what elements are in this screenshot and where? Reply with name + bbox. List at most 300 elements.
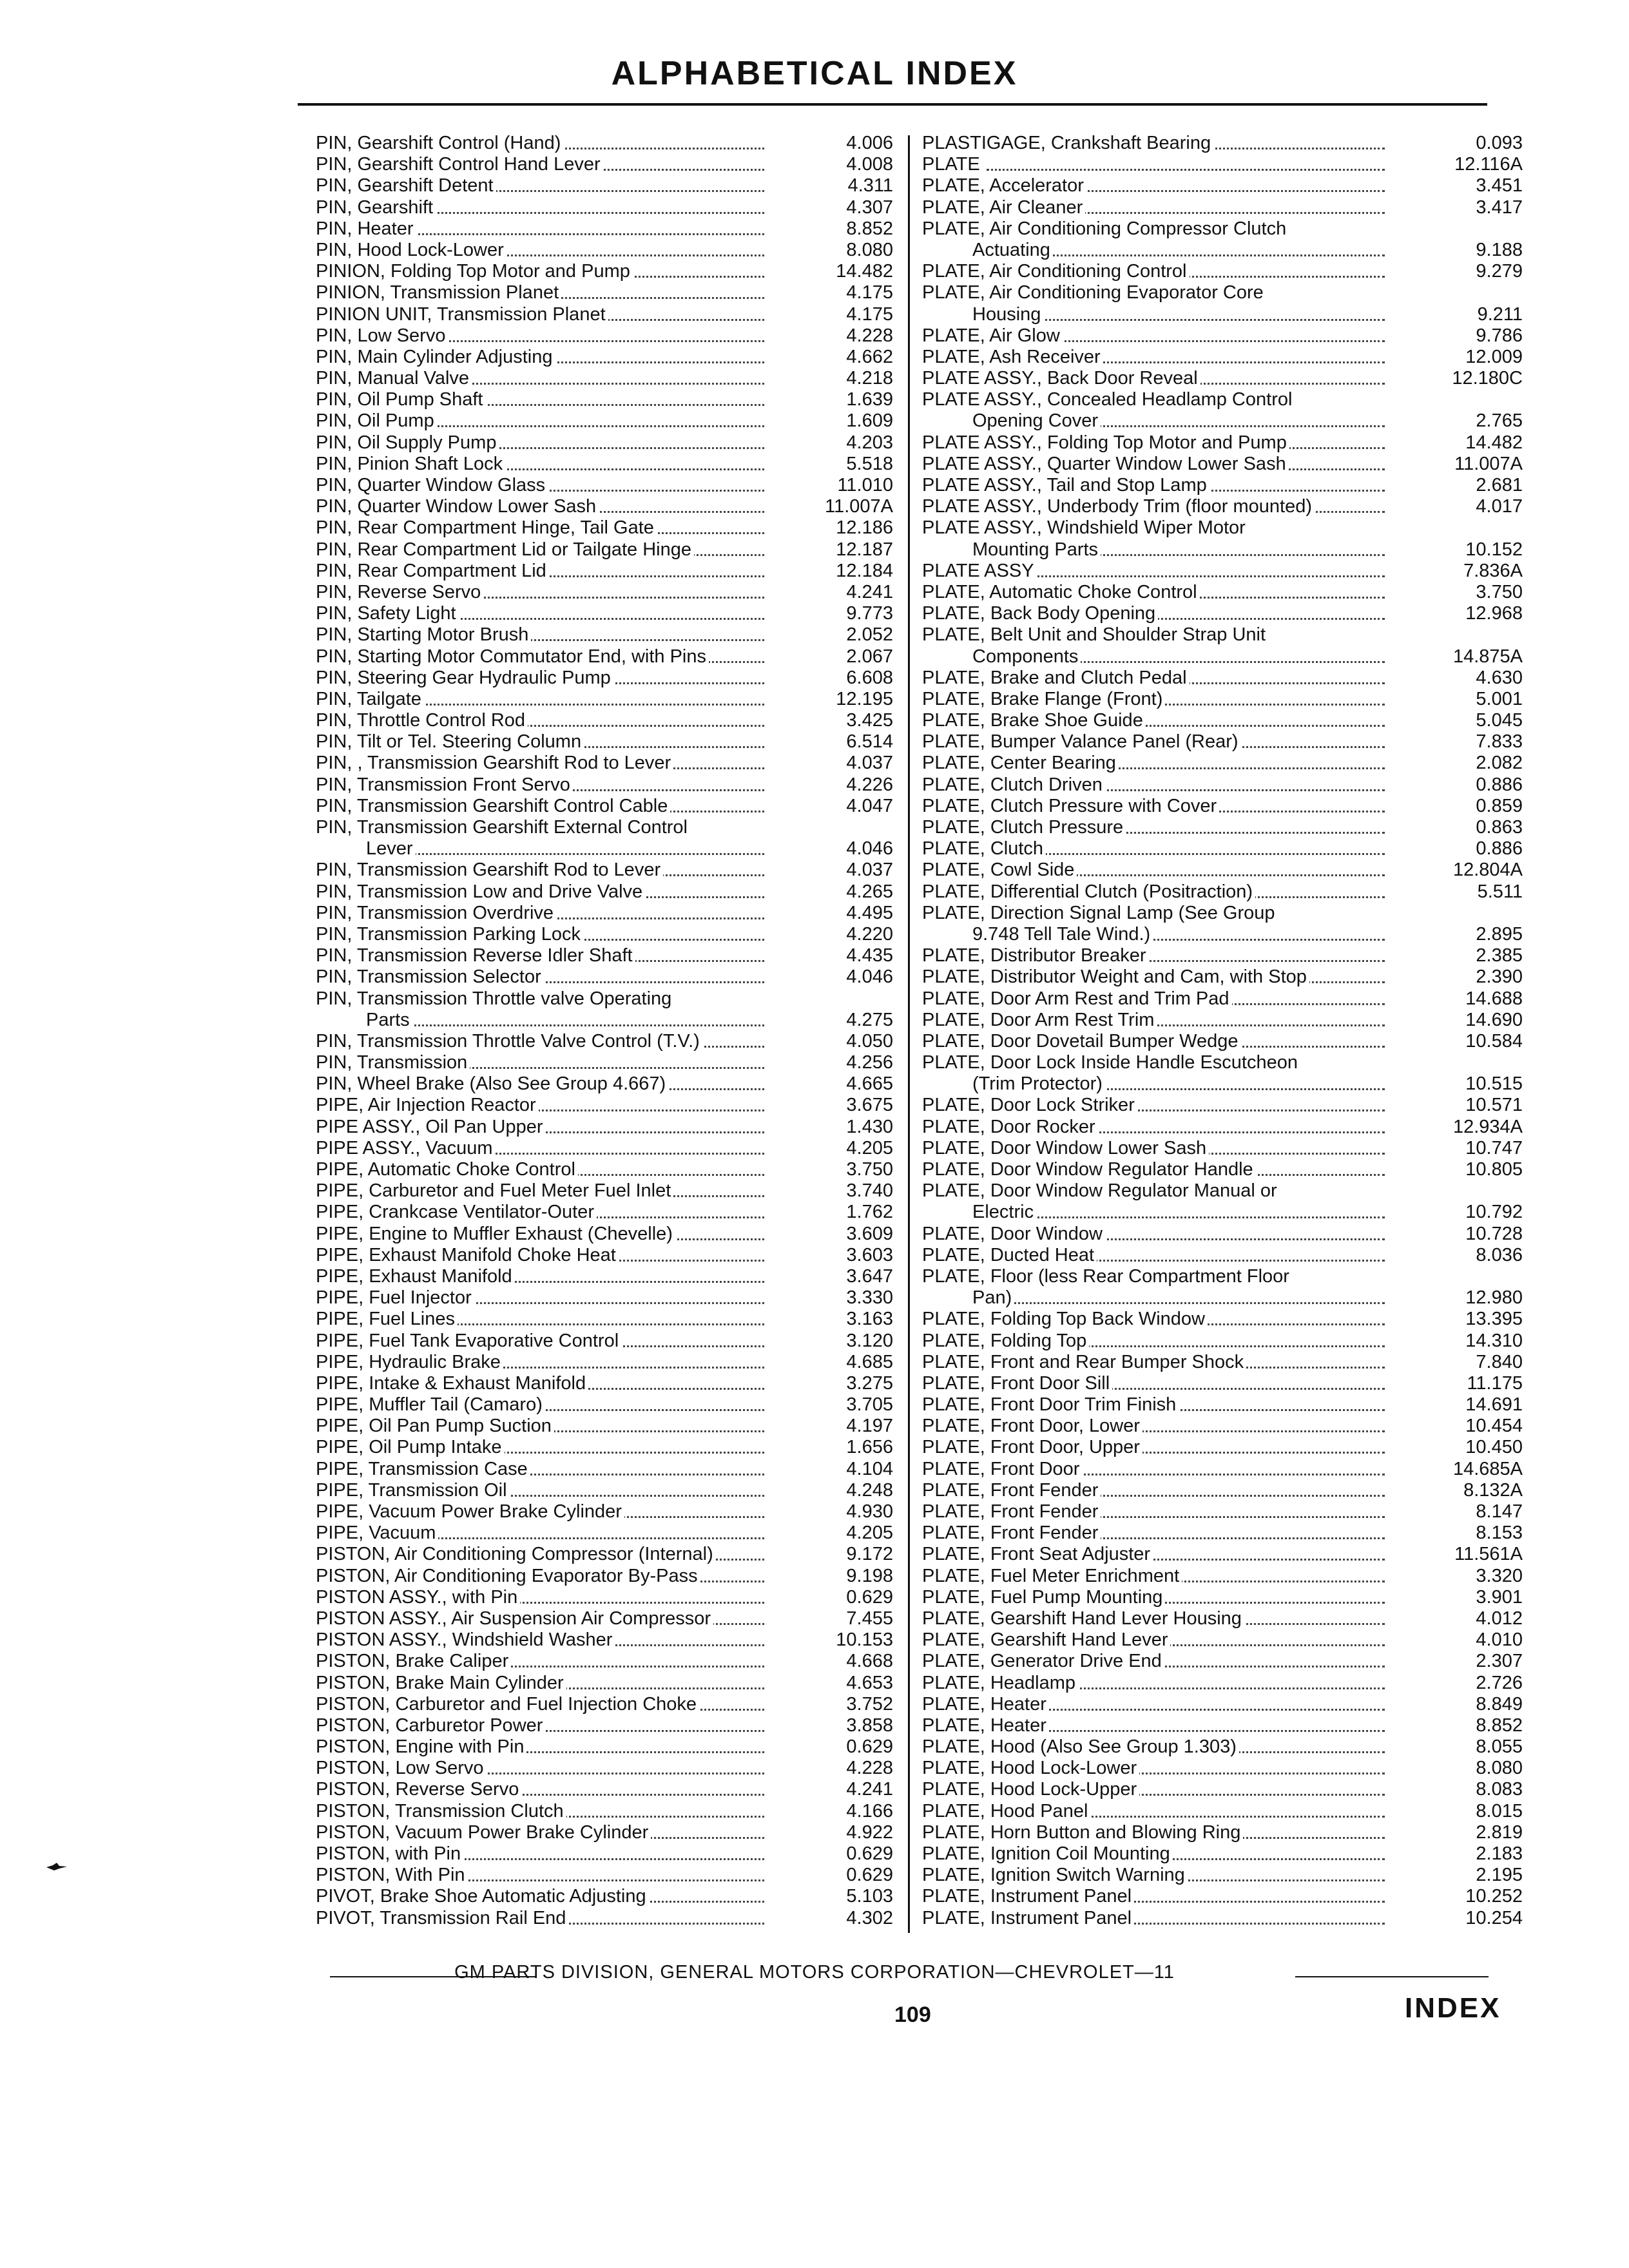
index-entry-term: PLATE, Door Rocker <box>922 1117 1098 1138</box>
index-entry <box>316 261 902 282</box>
index-entry-page: 4.685 <box>842 1352 893 1373</box>
index-entry-term: PIN, Tailgate <box>316 689 424 710</box>
index-entry-term: PLATE, Floor (less Rear Compartment Floor <box>922 1266 1292 1287</box>
index-entry-term: PIPE, Oil Pump Intake <box>316 1437 505 1458</box>
index-entry <box>316 218 902 240</box>
index-entry-page: 4.037 <box>842 860 893 881</box>
index-entry-page: 4.435 <box>842 945 893 966</box>
index-entry-term: PLATE, Center Bearing <box>922 753 1119 774</box>
index-entry <box>922 945 1523 966</box>
index-entry-term: PISTON, with Pin <box>316 1843 463 1865</box>
index-entry-term: PLATE, Brake Flange (Front) <box>922 689 1165 710</box>
index-entry-page: 9.188 <box>1472 240 1523 261</box>
index-entry-page: 4.922 <box>842 1822 893 1843</box>
index-entry-page: 4.662 <box>842 347 893 368</box>
index-entry-page: 3.163 <box>842 1309 893 1330</box>
index-entry-page: 0.859 <box>1472 796 1523 817</box>
index-entry-term: PIVOT, Brake Shoe Automatic Adjusting <box>316 1886 649 1907</box>
index-entry-page: 6.608 <box>842 668 893 689</box>
index-entry-page: 10.747 <box>1461 1138 1523 1159</box>
index-entry-term: PLATE, Clutch Pressure <box>922 817 1126 838</box>
index-entry-page: 2.819 <box>1472 1822 1523 1843</box>
index-entry-page: 8.015 <box>1472 1801 1523 1822</box>
index-entry-term: PIPE, Muffler Tail (Camaro) <box>316 1394 545 1416</box>
index-entry <box>316 1673 902 1694</box>
index-entry-term: PLATE, Ignition Switch Warning <box>922 1865 1188 1886</box>
index-column-right <box>922 133 1523 1929</box>
index-entry-term: PIN, Starting Motor Commutator End, with Pins <box>316 646 709 668</box>
index-entry-page: 8.147 <box>1472 1501 1523 1523</box>
index-entry-term: PLATE, Horn Button and Blowing Ring <box>922 1822 1243 1843</box>
index-entry-term: PIPE, Exhaust Manifold Choke Heat <box>316 1245 619 1266</box>
index-entry <box>316 1566 902 1587</box>
index-entry-page: 8.080 <box>842 240 893 261</box>
index-entry-term: PIPE, Crankcase Ventilator-Outer <box>316 1202 597 1223</box>
index-entry-page: 12.009 <box>1461 347 1523 368</box>
index-entry-term: Components <box>972 646 1081 668</box>
index-entry <box>316 1843 902 1865</box>
index-entry-term: PLATE ASSY., Quarter Window Lower Sash <box>922 454 1289 475</box>
index-entry-term: PIN, Transmission Gearshift Control Cable <box>316 796 670 817</box>
index-entry-page: 4.228 <box>842 1758 893 1779</box>
index-entry <box>922 1437 1523 1458</box>
index-entry-page: 8.849 <box>1472 1694 1523 1715</box>
index-entry <box>922 1180 1523 1202</box>
index-entry-term: PLATE, Air Conditioning Control <box>922 261 1190 282</box>
index-entry <box>922 539 1523 561</box>
index-entry <box>922 389 1523 410</box>
index-entry-term: PLATE, Direction Signal Lamp (See Group <box>922 903 1278 924</box>
index-entry <box>922 218 1523 240</box>
index-entry <box>922 175 1523 197</box>
index-entry-page: 12.195 <box>832 689 893 710</box>
index-entry-page: 4.241 <box>842 582 893 603</box>
index-entry <box>922 646 1523 668</box>
index-entry-term: PLATE, Front Door, Lower <box>922 1416 1142 1437</box>
index-entry <box>922 1523 1523 1544</box>
index-entry-page: 10.728 <box>1461 1224 1523 1245</box>
index-entry <box>316 1736 902 1758</box>
index-entry-page: 11.007A <box>1451 454 1523 475</box>
index-entry-term: PIN, Rear Compartment Lid <box>316 561 549 582</box>
index-entry <box>316 1287 902 1309</box>
index-entry-term: PLATE, Front Door Sill <box>922 1373 1112 1394</box>
index-entry-page: 4.046 <box>842 838 893 860</box>
index-entry-page: 10.252 <box>1461 1886 1523 1907</box>
index-entry <box>922 410 1523 432</box>
index-entry <box>316 175 902 197</box>
index-entry <box>316 432 902 454</box>
index-entry-page: 8.036 <box>1472 1245 1523 1266</box>
index-entry-term: PIN, Rear Compartment Hinge, Tail Gate <box>316 517 657 539</box>
index-entry-term: PLATE ASSY., Back Door Reveal <box>922 368 1200 389</box>
index-entry-term: PLATE, Automatic Choke Control <box>922 582 1200 603</box>
index-entry-term: PIPE, Vacuum <box>316 1523 438 1544</box>
index-entry-page: 11.561A <box>1451 1544 1523 1565</box>
index-entry <box>316 240 902 261</box>
index-entry-page: 4.050 <box>842 1031 893 1052</box>
index-entry <box>316 1331 902 1352</box>
index-entry-page: 2.067 <box>842 646 893 668</box>
index-entry-page: 0.629 <box>842 1736 893 1758</box>
index-entry <box>922 1801 1523 1822</box>
index-entry <box>922 603 1523 624</box>
index-entry-term: PLATE, Gearshift Hand Lever <box>922 1629 1170 1651</box>
index-entry-term: PLATE, Hood Lock-Lower <box>922 1758 1139 1779</box>
index-entry-page: 2.681 <box>1472 475 1523 496</box>
index-entry-term: PIPE, Oil Pan Pump Suction <box>316 1416 554 1437</box>
index-entry-term: (Trim Protector) <box>972 1073 1105 1095</box>
index-entry-page: 14.482 <box>832 261 893 282</box>
index-entry-page: 13.395 <box>1461 1309 1523 1330</box>
index-entry-term: PLATE, Folding Top Back Window <box>922 1309 1208 1330</box>
index-entry <box>316 646 902 668</box>
index-entry-term: PIPE, Intake & Exhaust Manifold <box>316 1373 588 1394</box>
index-entry <box>316 731 902 753</box>
index-entry-page: 14.688 <box>1461 988 1523 1010</box>
index-entry-term: PLATE, Clutch Pressure with Cover <box>922 796 1219 817</box>
index-entry-page: 2.765 <box>1472 410 1523 432</box>
index-entry-term: PIPE, Transmission Oil <box>316 1480 510 1501</box>
index-entry-term: PLATE, Ash Receiver <box>922 347 1103 368</box>
index-entry-term: PLATE, Front Fender <box>922 1501 1101 1523</box>
index-entry <box>316 1865 902 1886</box>
index-entry <box>922 924 1523 945</box>
index-entry-term: PLATE, Front Seat Adjuster <box>922 1544 1153 1565</box>
index-entry <box>922 966 1523 988</box>
index-entry <box>316 517 902 539</box>
index-entry <box>316 668 902 689</box>
index-entry-page: 0.886 <box>1472 838 1523 860</box>
index-entry <box>922 282 1523 303</box>
index-entry <box>922 1501 1523 1523</box>
index-entry-term: PIPE, Air Injection Reactor <box>316 1095 539 1116</box>
index-entry-term: PIN, Wheel Brake (Also See Group 4.667) <box>316 1073 668 1095</box>
index-entry <box>316 561 902 582</box>
index-entry <box>316 1031 902 1052</box>
index-entry <box>922 261 1523 282</box>
index-entry-page: 4.205 <box>842 1138 893 1159</box>
index-entry-page: 9.773 <box>842 603 893 624</box>
index-entry-page: 7.840 <box>1472 1352 1523 1373</box>
index-entry <box>922 1224 1523 1245</box>
index-entry-term: PIN, Throttle Control Rod <box>316 710 528 731</box>
footer-text: GM PARTS DIVISION, GENERAL MOTORS CORPORATION—CHEVROLET—11 <box>454 1962 1175 1983</box>
index-entry-page: 4.653 <box>842 1673 893 1694</box>
index-entry-page: 0.886 <box>1472 774 1523 796</box>
index-entry <box>316 1180 902 1202</box>
index-entry <box>922 197 1523 218</box>
index-entry-page: 12.186 <box>832 517 893 539</box>
index-entry <box>922 368 1523 389</box>
index-entry-term: PIN, Transmission Reverse Idler Shaft <box>316 945 635 966</box>
index-entry-page: 4.495 <box>842 903 893 924</box>
index-entry <box>316 1010 902 1031</box>
index-entry <box>316 710 902 731</box>
index-entry-term: PLATE, Clutch <box>922 838 1046 860</box>
index-entry-term: PLATE, Back Body Opening <box>922 603 1158 624</box>
index-entry-term: PIN, Transmission <box>316 1052 470 1073</box>
index-entry-term: PIN, Transmission Parking Lock <box>316 924 583 945</box>
index-entry-page: 4.630 <box>1472 668 1523 689</box>
index-entry-page: 1.639 <box>842 389 893 410</box>
index-entry-term: PLASTIGAGE, Crankshaft Bearing <box>922 133 1213 154</box>
index-entry <box>316 774 902 796</box>
page-number: 109 <box>894 2003 931 2027</box>
index-entry-term: PIN, Low Servo <box>316 325 448 347</box>
index-entry-term: PLATE, Gearshift Hand Lever Housing <box>922 1608 1244 1629</box>
index-entry-page: 7.836A <box>1460 561 1523 582</box>
index-entry <box>922 1459 1523 1480</box>
index-entry-page: 9.786 <box>1472 325 1523 347</box>
index-entry <box>316 838 902 860</box>
index-entry-term: PLATE, Door Window <box>922 1224 1105 1245</box>
index-entry-term: PISTON, With Pin <box>316 1865 468 1886</box>
index-entry-page: 8.153 <box>1472 1523 1523 1544</box>
index-entry <box>922 154 1523 175</box>
index-entry-page: 4.665 <box>842 1073 893 1095</box>
index-entry-page: 4.047 <box>842 796 893 817</box>
index-entry-term: PISTON, Reverse Servo <box>316 1779 521 1800</box>
index-entry <box>922 1159 1523 1180</box>
index-entry-page: 4.248 <box>842 1480 893 1501</box>
index-entry <box>922 325 1523 347</box>
index-entry <box>922 1095 1523 1116</box>
index-entry-term: Housing <box>972 304 1043 325</box>
index-entry-term: PLATE ASSY., Tail and Stop Lamp <box>922 475 1210 496</box>
index-entry-page: 14.482 <box>1461 432 1523 454</box>
index-entry <box>316 475 902 496</box>
index-entry-page: 0.863 <box>1472 817 1523 838</box>
index-entry-term: PINION, Folding Top Motor and Pump <box>316 261 633 282</box>
index-entry-page: 3.417 <box>1472 197 1523 218</box>
index-entry-term: PISTON ASSY., Air Suspension Air Compressor <box>316 1608 713 1629</box>
index-entry-term: PIPE, Transmission Case <box>316 1459 530 1480</box>
index-entry-page: 3.609 <box>842 1224 893 1245</box>
index-entry-page: 8.132A <box>1460 1480 1523 1501</box>
index-entry-term: PLATE, Instrument Panel <box>922 1908 1134 1929</box>
index-entry-term: PLATE, Air Conditioning Compressor Clutch <box>922 218 1289 240</box>
index-entry-page: 12.116A <box>1451 154 1523 175</box>
index-entry-term: PLATE, Fuel Meter Enrichment <box>922 1566 1182 1587</box>
index-entry <box>316 1416 902 1437</box>
index-entry-term: PISTON, Carburetor Power <box>316 1715 545 1736</box>
index-entry <box>922 517 1523 539</box>
index-entry-page: 8.055 <box>1472 1736 1523 1758</box>
index-entry-page: 4.203 <box>842 432 893 454</box>
index-entry-page: 14.310 <box>1461 1331 1523 1352</box>
index-entry-page: 10.152 <box>1461 539 1523 561</box>
index-entry <box>316 1159 902 1180</box>
index-entry-term: PIN, Transmission Low and Drive Valve <box>316 881 645 903</box>
index-entry-term: PIN, Gearshift Control (Hand) <box>316 133 563 154</box>
index-entry <box>316 410 902 432</box>
index-entry-page: 4.104 <box>842 1459 893 1480</box>
index-entry-term: PLATE, Differential Clutch (Positraction) <box>922 881 1255 903</box>
index-entry-term: PLATE, Cowl Side <box>922 860 1077 881</box>
index-entry-term: PLATE, Clutch Driven <box>922 774 1105 796</box>
index-entry <box>316 1309 902 1330</box>
index-entry-page: 14.691 <box>1461 1394 1523 1416</box>
index-entry-term: PLATE, Hood Panel <box>922 1801 1090 1822</box>
index-entry-term: PLATE, Generator Drive End <box>922 1651 1164 1672</box>
index-entry-page: 12.934A <box>1449 1117 1523 1138</box>
index-entry-term: PLATE, Door Window Regulator Handle <box>922 1159 1256 1180</box>
index-entry-page: 2.082 <box>1472 753 1523 774</box>
index-entry-page: 3.740 <box>842 1180 893 1202</box>
index-column-left <box>316 133 902 1929</box>
index-entry <box>316 1373 902 1394</box>
index-entry-term: PIN, Quarter Window Glass <box>316 475 548 496</box>
index-entry <box>922 1651 1523 1672</box>
index-entry-page: 4.175 <box>842 304 893 325</box>
index-entry <box>922 240 1523 261</box>
index-entry-term: PIN, Hood Lock-Lower <box>316 240 506 261</box>
column-divider <box>908 135 910 1933</box>
index-entry <box>922 881 1523 903</box>
index-entry-term: PLATE, Fuel Pump Mounting <box>922 1587 1165 1608</box>
index-entry <box>316 966 902 988</box>
index-entry-page: 3.750 <box>1472 582 1523 603</box>
index-entry <box>922 432 1523 454</box>
index-entry-term: PIPE, Automatic Choke Control <box>316 1159 578 1180</box>
index-entry-page: 4.166 <box>842 1801 893 1822</box>
index-entry <box>316 282 902 303</box>
index-entry-term: PIN, Gearshift Control Hand Lever <box>316 154 603 175</box>
index-entry-page: 10.515 <box>1461 1073 1523 1095</box>
index-entry <box>316 1908 902 1929</box>
index-entry-page: 4.037 <box>842 753 893 774</box>
index-entry-term: PLATE, Bumper Valance Panel (Rear) <box>922 731 1241 753</box>
index-entry-page: 10.571 <box>1461 1095 1523 1116</box>
index-entry <box>316 624 902 646</box>
index-entry-term: PIN, Main Cylinder Adjusting <box>316 347 555 368</box>
index-entry-term: PLATE ASSY <box>922 561 1037 582</box>
section-label: INDEX <box>1405 1992 1501 2024</box>
index-entry-page: 2.385 <box>1472 945 1523 966</box>
index-entry-term: PIN, Reverse Servo <box>316 582 483 603</box>
index-entry-page: 14.875A <box>1449 646 1523 668</box>
index-entry-page: 3.330 <box>842 1287 893 1309</box>
index-entry-term: PLATE, Door Dovetail Bumper Wedge <box>922 1031 1241 1052</box>
index-entry-term: PIN, Oil Pump <box>316 410 437 432</box>
index-entry <box>922 988 1523 1010</box>
index-entry-page: 3.275 <box>842 1373 893 1394</box>
index-entry-term: PIPE, Fuel Injector <box>316 1287 474 1309</box>
index-entry <box>316 603 902 624</box>
index-entry-page: 5.511 <box>1474 881 1523 903</box>
index-entry-page: 7.455 <box>842 1608 893 1629</box>
index-entry-term: PIN, Gearshift Detent <box>316 175 496 197</box>
index-entry <box>922 753 1523 774</box>
index-entry <box>922 1117 1523 1138</box>
index-entry <box>922 304 1523 325</box>
index-entry <box>316 1266 902 1287</box>
index-entry-term: PISTON, Air Conditioning Compressor (Internal) <box>316 1544 716 1565</box>
index-entry <box>922 1736 1523 1758</box>
index-entry-page: 4.008 <box>842 154 893 175</box>
index-entry-page: 1.656 <box>842 1437 893 1458</box>
index-entry <box>316 1052 902 1073</box>
index-entry <box>316 1480 902 1501</box>
index-entry-term: PLATE, Front Door Trim Finish <box>922 1394 1179 1416</box>
index-entry-page: 2.307 <box>1472 1651 1523 1672</box>
index-entry <box>922 1673 1523 1694</box>
index-entry-page: 5.103 <box>842 1886 893 1907</box>
index-entry-term: PLATE, Heater <box>922 1715 1049 1736</box>
index-entry-term: PIN, Heater <box>316 218 416 240</box>
index-entry-term: PLATE ASSY., Windshield Wiper Motor <box>922 517 1248 539</box>
index-entry <box>922 1394 1523 1416</box>
index-entry-term: PLATE, Door Window Regulator Manual or <box>922 1180 1280 1202</box>
index-entry-term: PIN, Transmission Overdrive <box>316 903 556 924</box>
index-entry-term: PIN, Tilt or Tel. Steering Column <box>316 731 584 753</box>
index-entry-term: PLATE, Distributor Breaker <box>922 945 1149 966</box>
index-entry-term: PIN, Transmission Front Servo <box>316 774 573 796</box>
index-entry-page: 1.430 <box>842 1117 893 1138</box>
index-entry-term: PIN, Transmission Throttle valve Operating <box>316 988 674 1010</box>
index-entry-page: 3.752 <box>842 1694 893 1715</box>
index-entry-page: 3.901 <box>1472 1587 1523 1608</box>
index-entry <box>922 1266 1523 1287</box>
index-entry-page: 4.218 <box>842 368 893 389</box>
index-entry-page: 4.265 <box>842 881 893 903</box>
index-entry <box>316 1694 902 1715</box>
index-entry-term: PIN, Gearshift <box>316 197 436 218</box>
index-entry-page: 7.833 <box>1472 731 1523 753</box>
index-entry <box>316 1437 902 1458</box>
index-entry <box>316 539 902 561</box>
index-entry <box>922 838 1523 860</box>
index-entry <box>316 154 902 175</box>
index-entry <box>316 1651 902 1672</box>
index-entry <box>316 582 902 603</box>
index-entry <box>316 1138 902 1159</box>
index-entry-page: 3.675 <box>842 1095 893 1116</box>
index-entry-term: 9.748 Tell Tale Wind.) <box>972 924 1153 945</box>
index-entry-page: 12.187 <box>832 539 893 561</box>
index-entry <box>316 1501 902 1523</box>
index-entry-page: 3.858 <box>842 1715 893 1736</box>
index-entry-page: 3.705 <box>842 1394 893 1416</box>
index-entry-page: 12.184 <box>832 561 893 582</box>
index-entry <box>316 1394 902 1416</box>
index-entry <box>316 881 902 903</box>
index-entry-page: 5.045 <box>1472 710 1523 731</box>
index-entry-term: PLATE, Front Door, Upper <box>922 1437 1142 1458</box>
index-entry <box>922 860 1523 881</box>
index-entry <box>922 1073 1523 1095</box>
index-entry <box>922 796 1523 817</box>
index-entry-page: 5.518 <box>842 454 893 475</box>
index-entry-term: PLATE, Ducted Heat <box>922 1245 1097 1266</box>
index-entry-page: 12.804A <box>1449 860 1523 881</box>
index-entry <box>316 753 902 774</box>
index-entry-term: PISTON ASSY., Windshield Washer <box>316 1629 615 1651</box>
index-entry <box>316 454 902 475</box>
footer-rule-right <box>1295 1976 1489 1977</box>
index-entry-term: PISTON, Brake Main Cylinder <box>316 1673 566 1694</box>
index-entry-page: 3.603 <box>842 1245 893 1266</box>
index-entry-page: 11.007A <box>821 496 893 517</box>
index-entry <box>316 1587 902 1608</box>
index-entry <box>316 1459 902 1480</box>
index-entry-page: 2.895 <box>1472 924 1523 945</box>
footer <box>0 1962 1629 1988</box>
index-entry <box>922 496 1523 517</box>
index-entry-page: 4.311 <box>844 175 893 197</box>
index-entry-page: 1.609 <box>842 410 893 432</box>
